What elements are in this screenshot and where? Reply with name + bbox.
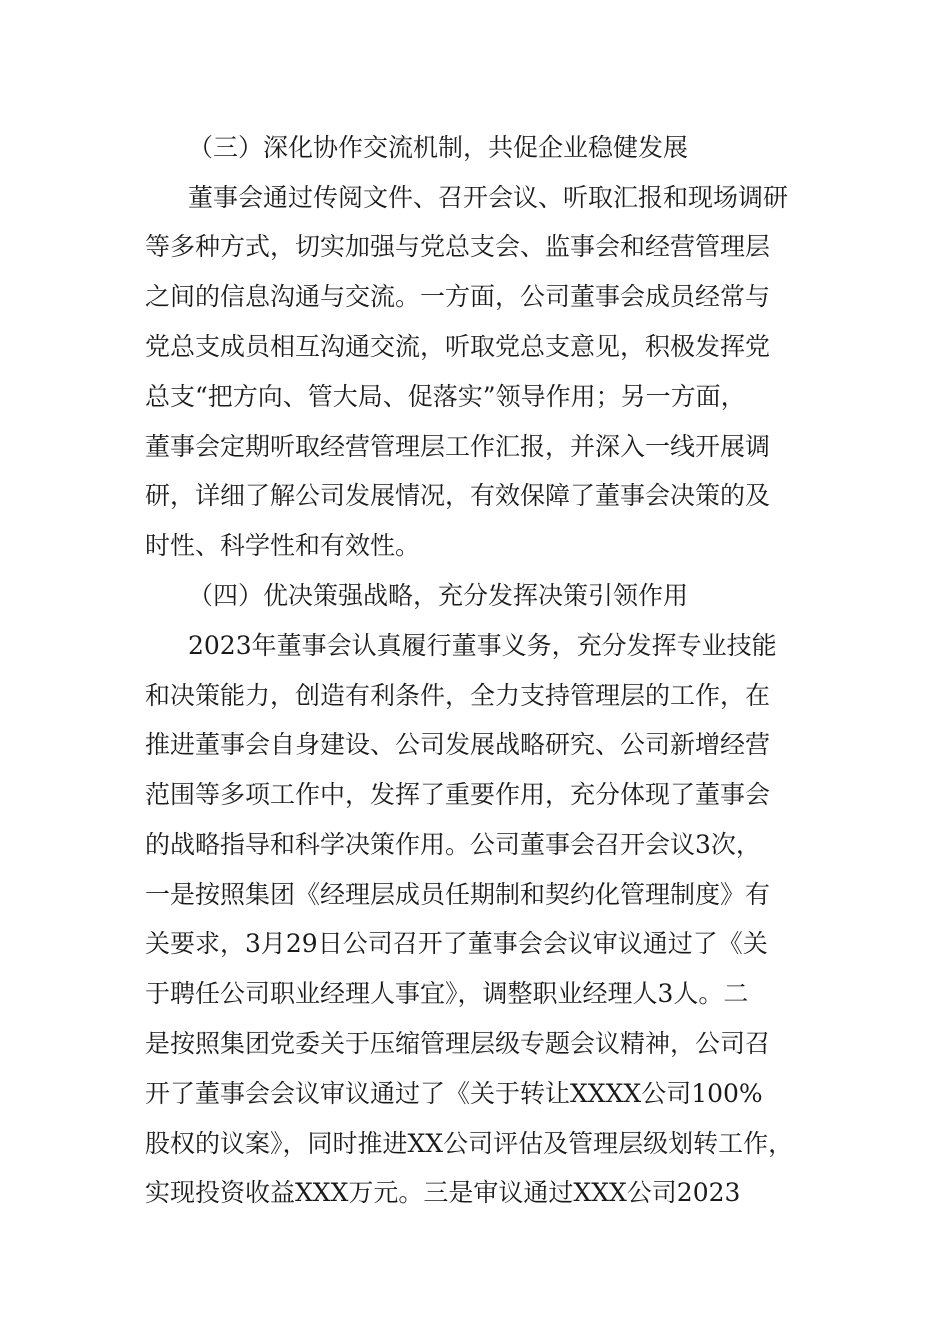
paragraph-line: 之间的信息沟通与交流。一方面，公司董事会成员经常与	[145, 282, 771, 311]
paragraph-line: 实现投资收益XXX万元。三是审议通过XXX公司2023	[145, 1178, 741, 1207]
section-heading-4: （四）优决策强战略，充分发挥决策引领作用	[188, 581, 689, 610]
paragraph-line: 时性、科学性和有效性。	[145, 531, 421, 560]
paragraph-line: 的战略指导和科学决策作用。公司董事会召开会议3次，	[145, 830, 761, 859]
paragraph-line: 研，详细了解公司发展情况，有效保障了董事会决策的及	[145, 481, 771, 510]
section-heading-3: （三）深化协作交流机制，共促企业稳健发展	[188, 133, 689, 162]
paragraph-line: 董事会定期听取经营管理层工作汇报，并深入一线开展调	[145, 432, 771, 461]
paragraph-line: 董事会通过传阅文件、召开会议、听取汇报和现场调研	[188, 183, 789, 212]
paragraph-line: 和决策能力，创造有利条件，全力支持管理层的工作，在	[145, 681, 771, 710]
paragraph-line: 于聘任公司职业经理人事宜》，调整职业经理人3人。二	[145, 979, 749, 1008]
paragraph-line: 是按照集团党委关于压缩管理层级专题会议精神，公司召	[145, 1029, 771, 1058]
paragraph-line: 股权的议案》，同时推进XX公司评估及管理层级划转工作，	[145, 1129, 794, 1158]
paragraph-line: 总支“把方向、管大局、促落实”领导作用；另一方面，	[145, 382, 746, 411]
paragraph-line: 党总支成员相互沟通交流，听取党总支意见，积极发挥党	[145, 332, 771, 361]
paragraph-line: 一是按照集团《经理层成员任期制和契约化管理制度》有	[145, 880, 771, 909]
paragraph-line: 等多种方式，切实加强与党总支会、监事会和经营管理层	[145, 232, 771, 261]
paragraph-line: 推进董事会自身建设、公司发展战略研究、公司新增经营	[145, 730, 771, 759]
paragraph-line: 2023年董事会认真履行董事义务，充分发挥专业技能	[188, 631, 777, 660]
paragraph-line: 范围等多项工作中，发挥了重要作用，充分体现了董事会	[145, 780, 771, 809]
paragraph-line: 关要求，3月29日公司召开了董事会会议审议通过了《关	[145, 929, 768, 958]
paragraph-line: 开了董事会会议审议通过了《关于转让XXXX公司100%	[145, 1079, 763, 1108]
